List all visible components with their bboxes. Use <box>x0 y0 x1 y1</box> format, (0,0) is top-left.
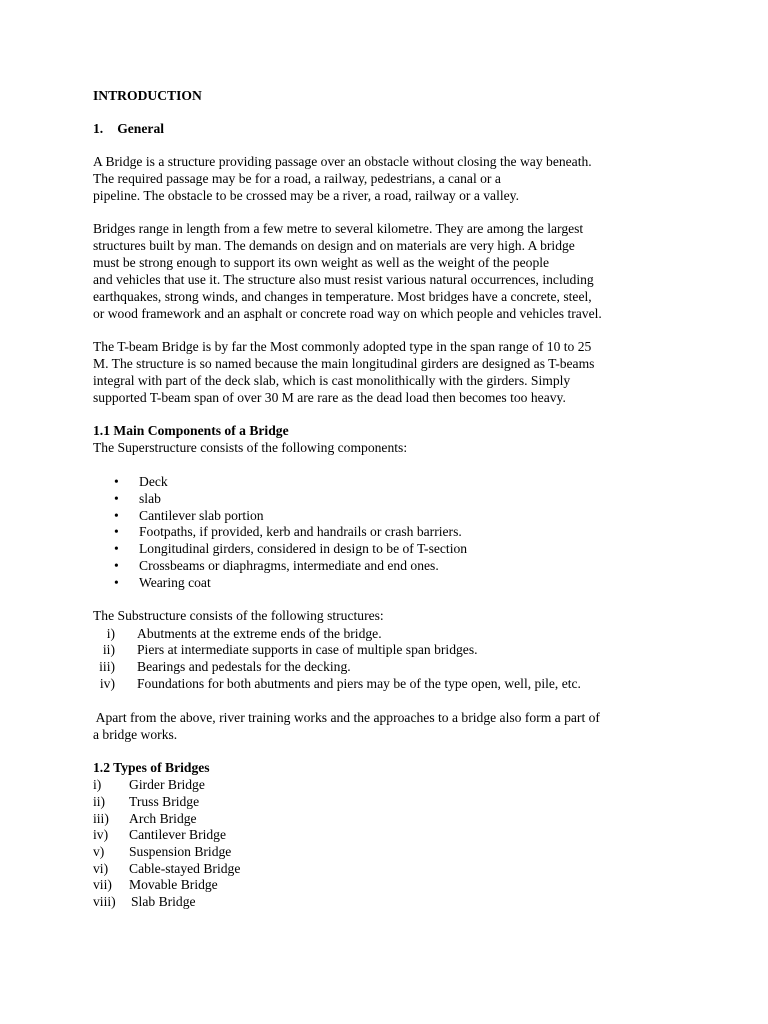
bullet-marker: • <box>114 558 119 573</box>
bullet-text: Cantilever slab portion <box>139 508 264 523</box>
list-text: Truss Bridge <box>129 794 200 809</box>
para2-line: earthquakes, strong winds, and changes in temperature. Most bridges have a concrete, steel, <box>93 289 592 304</box>
list-number: i) <box>93 777 102 792</box>
list-number: vii) <box>93 877 112 892</box>
list-text: Arch Bridge <box>129 811 197 826</box>
para1-line: pipeline. The obstacle to be crossed may be a river, a road, railway or a valley. <box>93 188 519 203</box>
list-number: iii) <box>93 811 109 826</box>
list-number: iii) <box>99 659 115 674</box>
list-number: iv) <box>93 827 109 842</box>
list-text: Suspension Bridge <box>129 844 232 859</box>
substructure-intro: The Substructure consists of the following structures: <box>93 608 384 623</box>
para3-line: supported T-beam span of over 30 M are rare as the dead load then becomes too heavy. <box>93 390 566 405</box>
para1-line: A Bridge is a structure providing passage over an obstacle without closing the way beneath. <box>93 154 592 169</box>
closing-line: a bridge works. <box>93 727 178 742</box>
para1-line: The required passage may be for a road, a railway, pedestrians, a canal or a <box>93 171 501 186</box>
list-number: v) <box>93 844 105 859</box>
bullet-marker: • <box>114 575 119 590</box>
bullet-marker: • <box>114 491 119 506</box>
list-number: viii) <box>93 894 116 909</box>
list-text: Foundations for both abutments and piers may be of the type open, well, pile, etc. <box>137 676 581 691</box>
list-text: Girder Bridge <box>129 777 205 792</box>
superstructure-intro: The Superstructure consists of the following components: <box>93 440 408 455</box>
section-1-heading <box>93 121 164 138</box>
para3-line: integral with part of the deck slab, which is cast monolithically with the girders. Simply <box>93 373 571 388</box>
list-text: Cantilever Bridge <box>129 827 227 842</box>
list-text: Abutments at the extreme ends of the bridge. <box>137 626 382 641</box>
list-text: Slab Bridge <box>131 894 196 909</box>
para2-line: and vehicles that use it. The structure also must resist various natural occurrences, including <box>93 272 594 287</box>
para3-line: The T-beam Bridge is by far the Most commonly adopted type in the span range of 10 to 25 <box>93 339 592 354</box>
bullet-marker: • <box>114 541 119 556</box>
bullet-text: Wearing coat <box>139 575 211 590</box>
section-1-number: 1. <box>93 121 104 136</box>
para2-line: must be strong enough to support its own weight as well as the weight of the people <box>93 255 550 270</box>
list-number: vi) <box>93 861 109 876</box>
para2-line: structures built by man. The demands on design and on materials are very high. A bridge <box>93 238 575 253</box>
para2-line: Bridges range in length from a few metre to several kilometre. They are among the largest <box>93 221 584 236</box>
bullet-text: Deck <box>139 474 168 489</box>
list-text: Bearings and pedestals for the decking. <box>137 659 351 674</box>
list-text: Cable-stayed Bridge <box>129 861 241 876</box>
bullet-marker: • <box>114 508 119 523</box>
bullet-marker: • <box>114 474 119 489</box>
list-text: Piers at intermediate supports in case of multiple span bridges. <box>137 642 478 657</box>
bullet-text: Longitudinal girders, considered in design to be of T-section <box>139 541 468 556</box>
bullet-text: slab <box>139 491 161 506</box>
bullet-text: Crossbeams or diaphragms, intermediate and end ones. <box>139 558 439 573</box>
list-number: i) <box>106 626 115 641</box>
list-number: ii) <box>93 794 106 809</box>
closing-line: Apart from the above, river training works and the approaches to a bridge also form a part of <box>93 710 600 725</box>
para3-line: M. The structure is so named because the main longitudinal girders are designed as T-beams <box>93 356 595 371</box>
section-1-1-title: 1.1 Main Components of a Bridge <box>93 423 289 438</box>
list-text: Movable Bridge <box>129 877 218 892</box>
section-1-2-title: 1.2 Types of Bridges <box>93 760 210 775</box>
list-number: ii) <box>102 642 115 657</box>
list-number: iv) <box>99 676 115 691</box>
section-1-title: General <box>117 121 165 136</box>
bullet-text: Footpaths, if provided, kerb and handrails or crash barriers. <box>139 524 462 539</box>
document-heading: INTRODUCTION <box>93 88 202 103</box>
bullet-marker: • <box>114 524 119 539</box>
para2-line: or wood framework and an asphalt or concrete road way on which people and vehicles travel. <box>93 306 602 321</box>
